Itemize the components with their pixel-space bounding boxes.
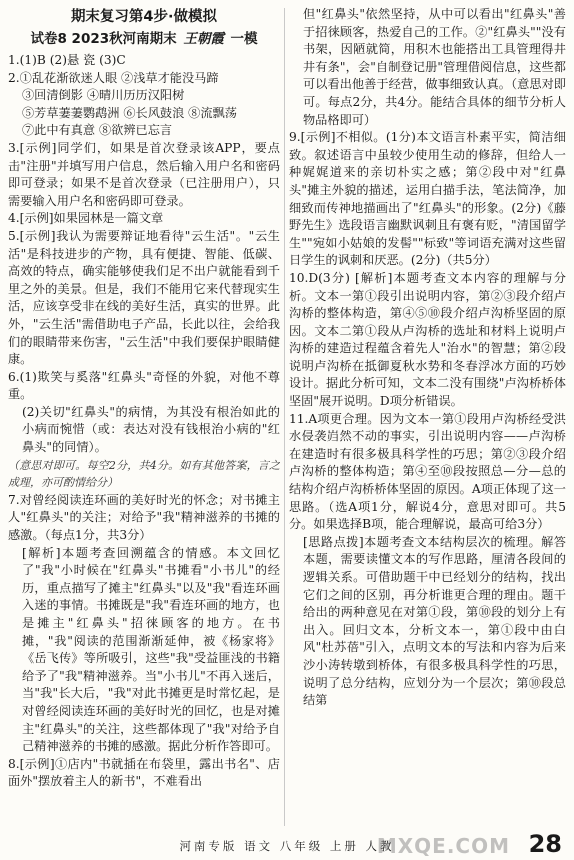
answer-paragraph: 但"红鼻头"依然坚持，从中可以看出"红鼻头"善于招徕顾客，热爱自己的工作。②"红鼻头""没有书架，因陋就简，用积木也能搭出工具管理得井井有条"，会"自制登记册"管理借阅信息，这些都可以看出他善于经营，做事细致认真。（意思对即可。每点2分，共4分。能结合具体的细节分析人物品格即可）: [303, 7, 566, 127]
answer-item: 1.(1)B (2)悬 瓷 (3)C: [8, 53, 126, 67]
left-column: [8, 6, 280, 826]
answer-paragraph: [思路点拨]本题考查文本结构层次的梳理。解答本题，需要读懂文本的写作思路，厘清各段间的逻辑关系。可借助题干中已经划分的结构，找出它们之间的区别，再分析谁更合理的理由。题干给出的两种意见在对第①段，第⑩段的划分上有出入。回归文本，分析文本一，第①段中由白风"杜苏蓓"引入，点明文本的写法和内容为后来沙小涛转墩到桥体，有很多极具科学性的巧思，说明了总分结构，应划分为一个层次；第⑩段总结第: [303, 534, 566, 708]
page-footer: [0, 828, 574, 860]
answer-item: 3.[示例]同学们，如果是首次登录该APP，要点击"注册"并填写用户信息，然后输入用户名和密码即可登录；如果不是首次登录（已注册用户），只需要输入用户名和密码即可登录。: [8, 140, 280, 208]
paper-suffix: 一模: [230, 31, 258, 47]
brand-logo: 王朝霞: [183, 31, 224, 47]
answer-item: 4.[示例]如果园林是一篇文章: [8, 211, 164, 226]
answer-item: 7.对曾经阅读连环画的美好时光的怀念；对书摊主人"红鼻头"的关注；对给予"我"精神滋养的书摊的感激。（每点1分，共3分）: [8, 492, 280, 543]
section-title: 期末复习第4步·做模拟: [70, 9, 218, 25]
page-number: 28: [528, 830, 562, 858]
answer-item: 2.①乱花渐欲迷人眼 ②浅草才能没马蹄: [8, 70, 219, 85]
right-column: [289, 6, 566, 826]
answer-paragraph: ③回清倒影 ④晴川历历汉阳树: [22, 88, 185, 103]
answer-paragraph: (2)关切"红鼻头"的病情，为其没有根治如此的小病而惋惜（或：表达对没有钱根治小病的"红鼻头"的同情）。: [22, 404, 280, 455]
answer-paragraph: [解析]本题考查回溯蕴含的情感。本文回忆了"我"小时候在"红鼻头"书摊看"小书儿"的经历，重点描写了摊主"红鼻头"以及"我"看连环画入迷的事情。书摊既是"我"看连环画的地方，也是摊主"红鼻头"招徕顾客的地方。在书摊，"我"阅读的范围渐渐延伸，被《杨家将》《岳飞传》等所吸引，这些"我"受益匪浅的书籍给予了"我"精神滋养。当"小书儿"不再入迷后，当"我"长大后，"我"对此书摊更是时常忆起，是对曾经阅读连环画的美好时光的回忆，也是对摊主"红鼻头"的关注，这些都体现了"我"对给予自己精神滋养的书摊的感激。据此分析作答即可。: [22, 545, 280, 754]
answer-paragraph: ⑦此中有真意 ⑧欲辨已忘言: [22, 123, 173, 138]
column-divider: [284, 8, 285, 826]
scoring-note: （意思对即可。每空2分，共4分。如有其他答案，言之成理，亦可酌情给分）: [8, 458, 280, 490]
watermark: MXQE.COM: [376, 834, 510, 858]
answer-item: 8.[示例]①店内"书就插在布袋里，露出书名"、店面外"摆放着主人的新书"，不难看出: [8, 756, 280, 789]
answer-paragraph: ⑤芳草萋萋鹦鹉洲 ⑥长风鼓浪 ⑧流飘荡: [22, 105, 237, 120]
paper-prefix: 试卷8 2023秋河南期末: [30, 31, 177, 47]
answer-list-left: [8, 52, 280, 791]
answer-item: 11.A项更合理。因为文本一第①段用卢沟桥经受洪水侵袭岿然不动的事实，引出说明内容——卢沟桥在建造时有很多极具科学性的巧思；第②③段介绍卢沟桥的整体构造；第④至⑩段按照总—分—总的结构介绍卢沟桥桥体坚固的原因。A项正体现了这一思路。（选A项1分，解说4分，意思对即可。共5分。如果选择B项，能合理解说，最高可给3分）: [289, 411, 566, 532]
answer-item: 9.[示例]不相似。(1分)本文语言朴素平实，简洁细致。叙述语言中虽较少使用生动的修辞，但给人一种娓娓道来的亲切朴实之感；第②段中对"红鼻头"摊主外貌的描述，运用白描手法，笔法简净，加细致而传神地描画出了"红鼻头"的形象。(2分)《藤野先生》选段语言幽默讽刺且有褒有贬，"清国留学生""宛如小姑娘的发髻""标致"等词语充满对这些留日学生的讽刺和厌恶。(2分)（共5分）: [289, 130, 566, 268]
answer-item: 5.[示例]我认为需要辩证地看待"云生活"。"云生活"是科技进步的产物，具有便捷、智能、低碳、高效的特点，确实能够使我们足不出户就能看到千里之外的美景。但是，我们不能用它来代替现实生活，应该享受非在线的美好生活，真实的世界。此外，"云生活"需借助电子产品，长此以往，会给我们的眼睛带来伤害，"云生活"中我们要保护眼睛健康。: [8, 228, 280, 367]
answer-list-right: [289, 6, 566, 710]
answer-item: 6.(1)欺笑与奚落"红鼻头"奇怪的外貌，对他不尊重。: [8, 369, 280, 402]
paper-title: [8, 28, 280, 50]
answer-item: 10.D(3分) [解析]本题考查文本内容的理解与分析。文本一第①段引出说明内容，第②③段介绍卢沟桥的整体构造，第④⑤⑩段介绍卢沟桥坚固的原因。文本二第①段从卢沟桥的选址和材料上说明卢沟桥的建造过程蕴含着先人"治水"的智慧；第②段说明卢沟桥在抵御夏秋水势和冬春浮冰方面的巧妙设计。据此分析可知，文本二没有围绕"卢沟桥桥体坚固"展开说明。D项分析错误。: [289, 270, 566, 409]
footer-meta: 河南专版 语文 八年级 上册 人教: [179, 839, 395, 853]
